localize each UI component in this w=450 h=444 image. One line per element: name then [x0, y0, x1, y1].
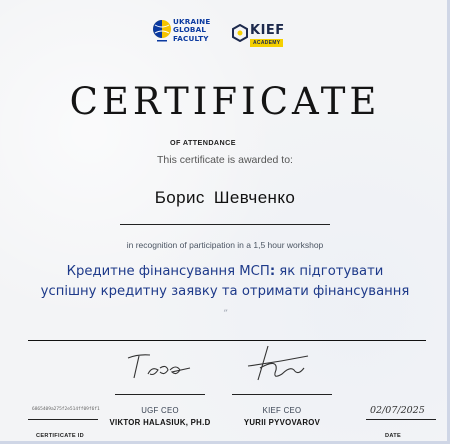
course-title-part2: як підготувати успішну кредитну заявку та отримати фінансування	[40, 264, 410, 299]
signer-name: YURII PYVOVAROV	[243, 418, 321, 427]
ugf-ceo-block	[100, 394, 220, 427]
ugf-line: UKRAINE	[173, 17, 211, 26]
kief-logo-text: KIEF	[250, 23, 285, 38]
recognition-text: in recognition of participation in a 1,5 hour workshop	[126, 240, 324, 250]
logo-bar	[150, 14, 310, 62]
certificate-id-line	[28, 419, 98, 420]
signature-line	[232, 394, 332, 395]
certificate-title: CERTIFICATE	[69, 80, 381, 123]
signer-role: KIEF CEO	[262, 406, 302, 415]
ugf-globe-logo-icon	[152, 16, 172, 46]
date-value: 02/07/2025	[370, 405, 425, 416]
kief-ceo-signature	[238, 340, 318, 390]
course-title-separator: :	[269, 264, 276, 279]
kief-logo-icon	[232, 24, 248, 42]
certificate-id-label: CERTIFICATE ID	[36, 433, 84, 439]
kief-academy-badge: ACADEMY	[250, 39, 283, 47]
date-line	[366, 419, 436, 420]
signer-name: VIKTOR HALASIUK, PH.D	[109, 418, 211, 427]
course-title-quote: ”	[222, 309, 228, 319]
ugf-line: FACULTY	[173, 33, 209, 43]
recipient-underline	[120, 224, 330, 225]
signature-line	[115, 394, 205, 395]
divider-line	[28, 340, 426, 341]
date-label: DATE	[385, 433, 402, 439]
certificate-subtitle: OF ATTENDANCE	[170, 138, 236, 147]
awarded-text: This certificate is awarded to:	[157, 154, 293, 166]
ugf-logo-text	[173, 18, 211, 43]
certificate-id-value: 6865409a275f2e514ff09f6f1	[32, 407, 100, 412]
signer-role: UGF CEO	[141, 406, 179, 415]
course-title-part1: Кредитне фінансування МСП	[66, 264, 270, 279]
ugf-ceo-signature	[120, 344, 200, 384]
ugf-line: GLOBAL	[173, 25, 207, 35]
course-title	[40, 262, 410, 324]
recipient-name: Борис Шевченко	[154, 188, 296, 207]
kief-ceo-block	[222, 394, 342, 427]
